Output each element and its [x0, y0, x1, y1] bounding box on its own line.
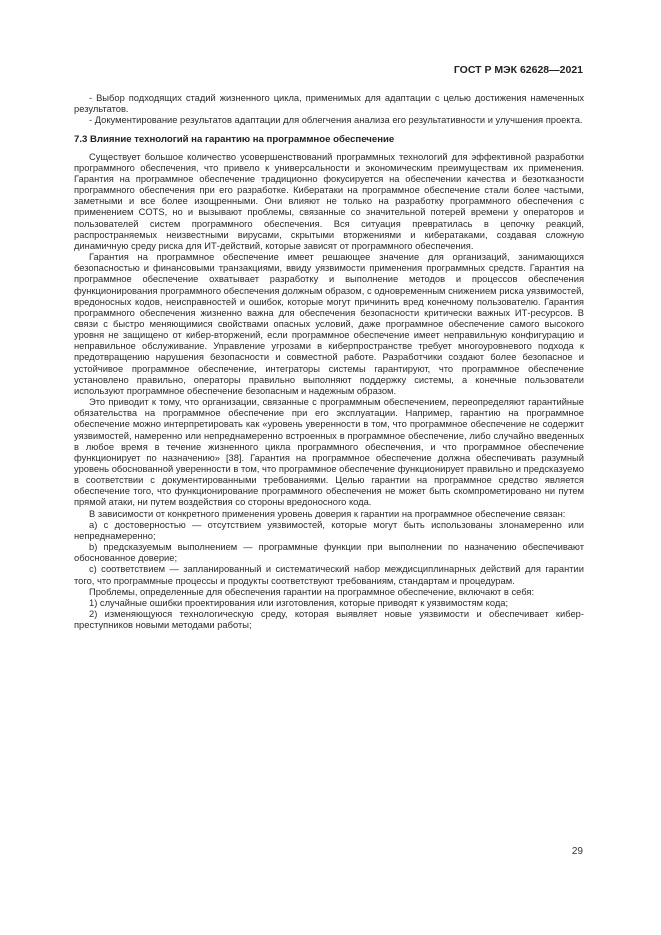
page-number: 29: [571, 846, 583, 857]
paragraph: В зависимости от конкретного применения уровень доверия к гарантии на программное обеспечение связан:: [89, 508, 566, 519]
problems-intro: Проблемы, определенные для обеспечения гарантии на программное обеспечение, включают в себя:: [89, 586, 535, 597]
paragraph: Гарантия на программное обеспечение имеет решающее значение для организаций, занимающихся безопасностью и финансовыми транзакциями, ввиду уязвимости применения программных средств. Гарантия на программное обеспечение охватывает разработку и выполнение методов и процессов обеспечения функционирования программного обеспечения должным образом, с одновременным снижением риска уязвимостей, вредоносных кодов, неисправностей и ошибок, которые могут причинить вред конечному пользователю. Гарантия программного обеспечения жизненно важна для обеспечения безопасности критически важных ИТ-ресурсов. В связи с быстро меняющимися свойствами опасных условий, даже программное обеспечение самого высокого уровня не защищено от кибер-вторжений, если программное обеспечение имеет неправильную конфигурацию и неправильное обслуживание. Управление угрозами в киберпространстве требует многоуровневого подхода к предотвращению нарушения безопасности и совместной работе. Разработчики создают более безопасное и устойчивое программное обеспечение, интеграторы системы гарантируют, что программное обеспечение установлено правильно, операторы правильно выполняют поддержку системы, а конечные пользователи используют программное обеспечение безопасным и надежным образом.: [74, 252, 584, 396]
paragraph: Это приводит к тому, что организации, связанные с программным обеспечением, переопределяют гарантийные обязательства на программное обеспечение при его эксплуатации. Например, гарантию на программное обеспечение можно интерпретировать как «уровень уверенности в том, что программное обеспечение не содержит уязвимостей, намеренно или непреднамеренно встроенных в программное обеспечение, либо случайно введенных в любое время в течение жизненного цикла программного обеспечения, и что программное обеспечение функционирует по назначению» [38]. Гарантия на программное обеспечение должна обеспечивать разумный уровень обоснованной уверенности в том, что программное обеспечение функционирует правильно и предсказуемо в соответствии с документированными требованиями. Целью гарантии на программное средство является обеспечение того, что функционирование программного обеспечения не может быть скомпрометировано ни путем прямой атаки, ни путем воздействия со стороны вредоносного кода.: [74, 397, 584, 508]
problem-item-1: 1) случайные ошибки проектирования или изготовления, которые приводят к уязвимостям кода;: [89, 597, 509, 608]
intro-item: - Документирование результатов адаптации для облегчения анализа его результативности и улучшения проекта.: [89, 115, 583, 126]
trust-item-a: a) с достоверностью — отсутствием уязвимостей, которые могут быть использованы злонамеренно или непреднамеренно;: [74, 519, 584, 541]
intro-item: - Выбор подходящих стадий жизненного цикла, применимых для адаптации с целью достижения намеченных результатов.: [74, 93, 584, 115]
main-content: [74, 93, 584, 631]
trust-item-b: b) предсказуемым выполнением — программные функции при выполнении по назначению обеспечивают обоснованное доверие;: [74, 542, 584, 564]
trust-item-c: c) соответствием — запланированный и систематический набор междисциплинарных действий для гарантии того, что программные процессы и продукты соответствуют требованиям, стандартам и процедурам.: [74, 564, 584, 586]
problem-item-2: 2) изменяющуюся технологическую среду, которая выявляет новые уязвимости и обеспечивает кибер-преступников новыми методами работы;: [74, 609, 584, 631]
paragraph: Существует большое количество усовершенствований программных технологий для эффективной разработки программного обеспечения, что привело к универсальности и экономическим преимуществам их применения. Гарантия на программное обеспечение традиционно фокусируется на обеспечении качества и безотказности программного обеспечения при его разработке. Кибератаки на программное обеспечение стали более частыми, заметными и все более изощренными. Они влияют не только на разработку программного обеспечения с применением COTS, но и вызывают проблемы, связанные со значительной потерей времени у операторов и пользователей систем программного обеспечения. Вся ситуация превратилась в цепочку реакций, распространяемых неизвестными вирусами, скрытыми вторжениями и кибератаками, создавая сложную динамичную среду риска для ИТ-действий, которые зависят от программного обеспечения.: [74, 151, 584, 251]
section-title: 7.3 Влияние технологий на гарантию на программное обеспечение: [74, 134, 395, 146]
document-id: ГОСТ Р МЭК 62628—2021: [453, 64, 583, 76]
